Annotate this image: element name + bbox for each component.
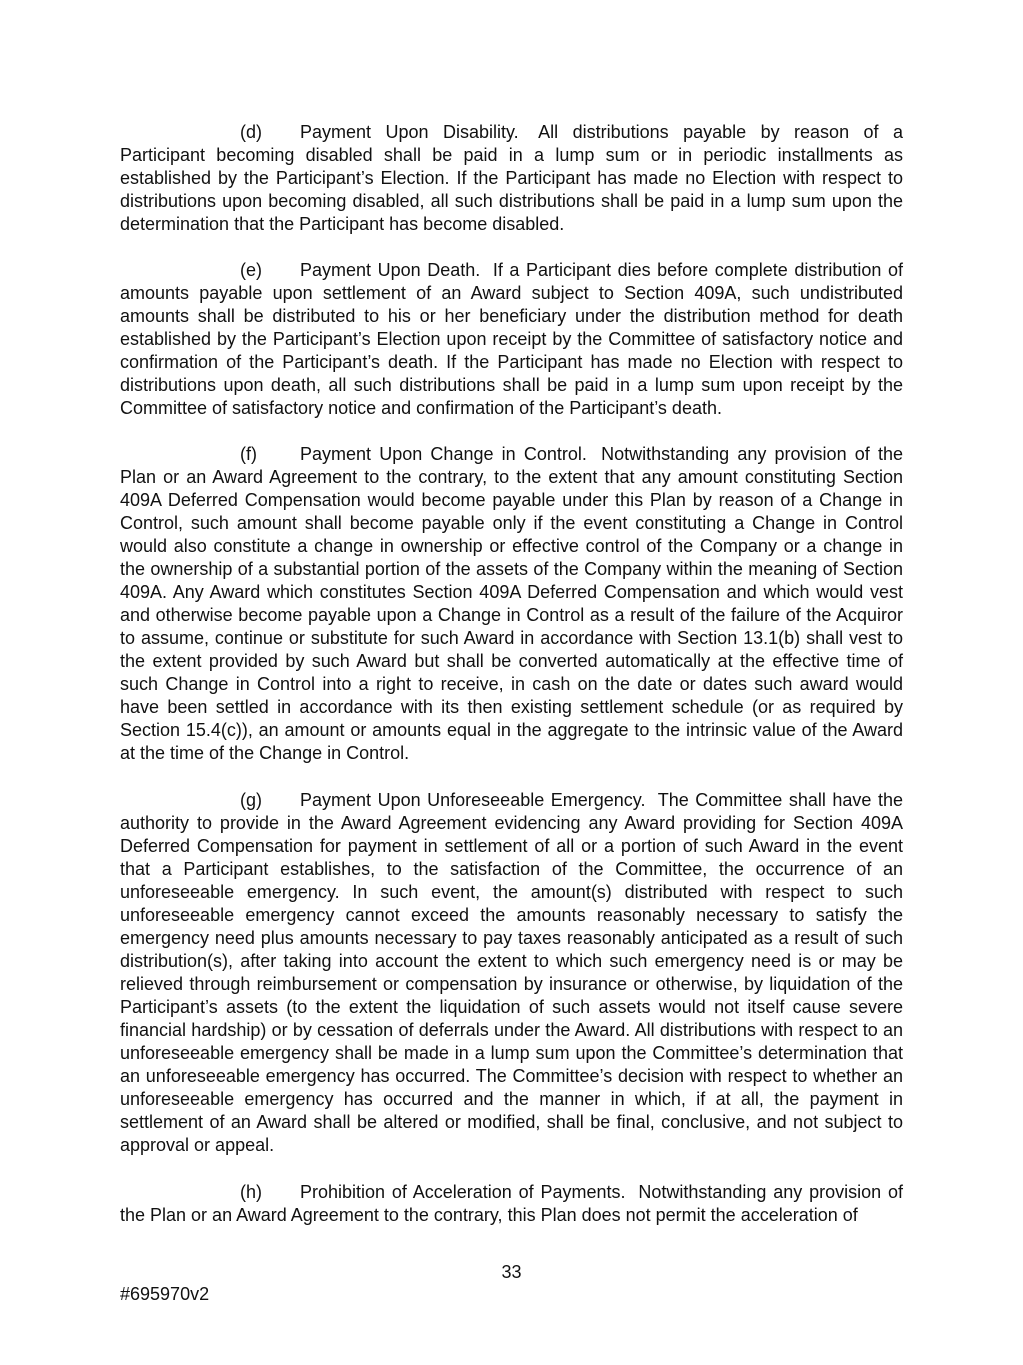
paragraph-body: Notwithstanding any provision of the Plan or an Award Agreement to the contrary, to the extent that any amount constituting Section 409A Deferred Compensation would become payable under this Plan by reason of a Change in Control, such amount shall become payable only if the event constituting a Change in Control would also constitute a change in ownership or effective control of the Company or a change in the ownership of a substantial portion of the assets of the Company within the meaning of Section 409A. Any Award which constitutes Section 409A Deferred Compensation and which would vest and otherwise become payable upon a Change in Control as a result of the failure of the Acquiror to assume, continue or substitute for such Award in accordance with Section 13.1(b) shall vest to the extent provided by such Award but shall be converted automatically at the effective time of such Change in Control into a right to receive, in cash on the date or dates such award would have been settled in accordance with its then existing settlement schedule (or as required by Section 15.4(c)), an amount or amounts equal in the aggregate to the intrinsic value of the Award at the time of the Change in Control.	[120, 444, 903, 763]
paragraph-body: The Committee shall have the authority to provide in the Award Agreement evidencing any Award providing for Section 409A Deferred Compensation for payment in settlement of all or a portion of such Award in the event that a Participant establishes, to the satisfaction of the Committee, the occurrence of an unforeseeable emergency. In such event, the amount(s) distributed with respect to such unforeseeable emergency cannot exceed the amounts reasonably necessary to satisfy the emergency need plus amounts necessary to pay taxes reasonably anticipated as a result of such distribution(s), after taking into account the extent to which such emergency need is or may be relieved through reimbursement or compensation by insurance or otherwise, by liquidation of the Participant’s assets (to the extent the liquidation of such assets would not itself cause severe financial hardship) or by cessation of deferrals under the Award. All distributions with respect to an unforeseeable emergency shall be made in a lump sum upon the Committee’s determination that an unforeseeable emergency has occurred. The Committee’s decision with respect to whether an unforeseeable emergency has occurred and the manner in which, if at all, the payment in settlement of an Award shall be altered or modified, shall be final, conclusive, and not subject to approval or appeal.	[120, 790, 903, 1155]
paragraph-d	[120, 121, 903, 236]
paragraph-number: (e)	[240, 260, 262, 280]
document-id: #695970v2	[120, 1284, 210, 1304]
paragraph-heading: Payment Upon Disability.	[300, 122, 519, 142]
paragraph-g	[120, 789, 903, 1157]
paragraph-e	[120, 259, 903, 420]
paragraph-number: (d)	[240, 122, 262, 142]
paragraph-number: (h)	[240, 1182, 262, 1202]
paragraph-body: All distributions payable by reason of a Participant becoming disabled shall be paid in a lump sum or in periodic installments as established by the Participant’s Election. If the Participant has made no Election with respect to distributions upon becoming disabled, all such distributions shall be paid in a lump sum upon the determination that the Participant has become disabled.	[120, 122, 904, 234]
paragraph-h	[120, 1181, 903, 1227]
page-number: 33	[501, 1262, 522, 1282]
paragraph-f	[120, 443, 903, 765]
paragraph-heading: Payment Upon Death.	[300, 260, 481, 280]
paragraph-body: Notwithstanding any provision of the Plan or an Award Agreement to the contrary, this Plan does not permit the acceleration of	[120, 1182, 903, 1225]
paragraph-body: If a Participant dies before complete distribution of amounts payable upon settlement of an Award subject to Section 409A, such undistributed amounts shall be distributed to his or her beneficiary under the distribution method for death established by the Participant’s Election upon receipt by the Committee of satisfactory notice and confirmation of the Participant’s death. If the Participant has made no Election with respect to distributions upon death, all such distributions shall be paid in a lump sum upon receipt by the Committee of satisfactory notice and confirmation of the Participant’s death.	[120, 260, 903, 418]
paragraph-number: (f)	[240, 444, 257, 464]
paragraph-number: (g)	[240, 790, 262, 810]
paragraph-heading: Payment Upon Change in Control.	[300, 444, 587, 464]
paragraph-heading: Prohibition of Acceleration of Payments.	[300, 1182, 626, 1202]
paragraph-heading: Payment Upon Unforeseeable Emergency.	[300, 790, 646, 810]
